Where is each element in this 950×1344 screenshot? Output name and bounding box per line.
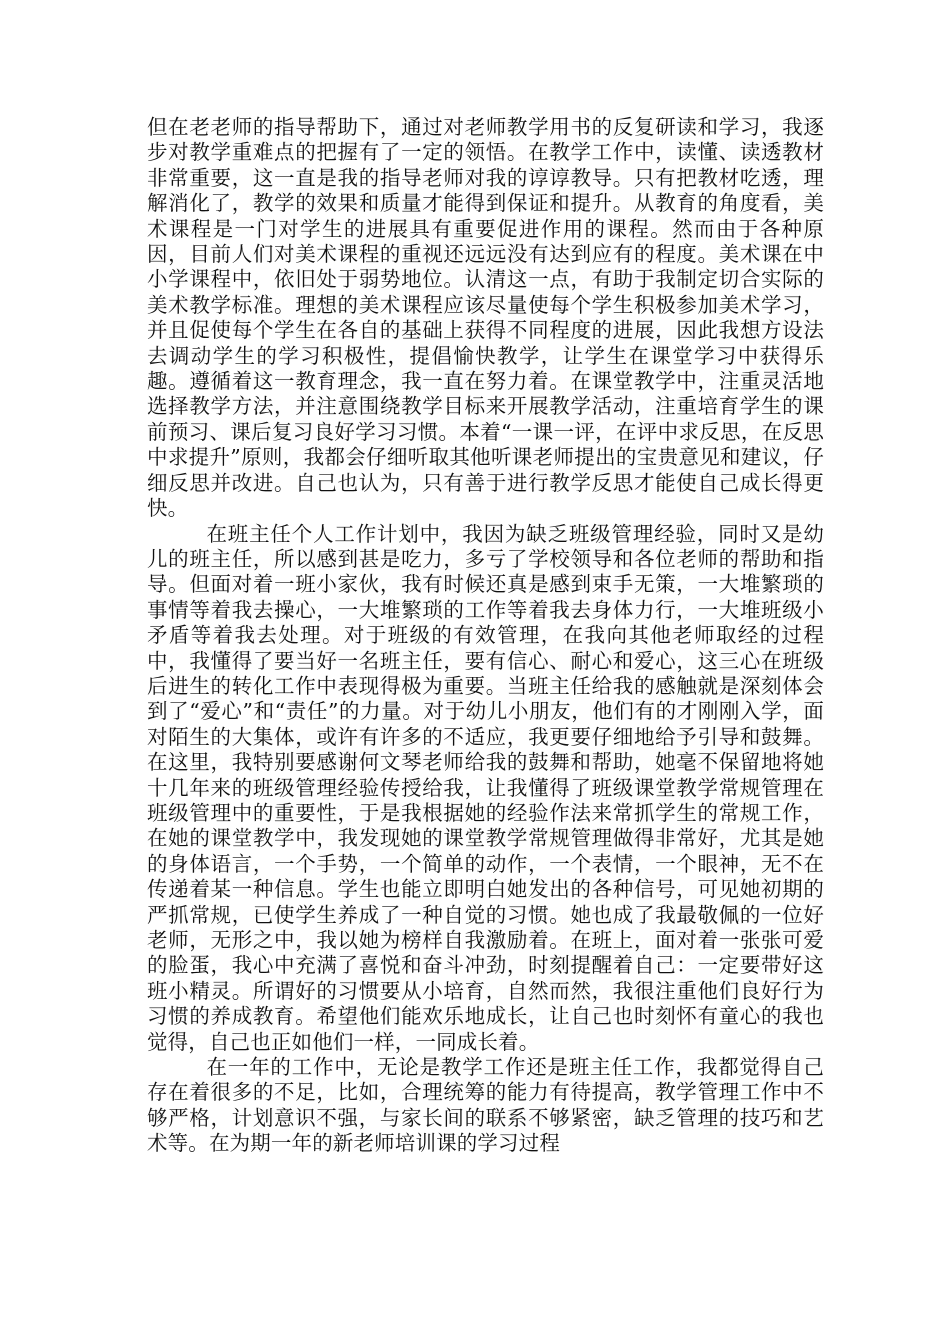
paragraph-teaching-reflection: 但在老老师的指导帮助下，通过对老师教学用书的反复研读和学习，我逐步对教学重难点的把握有了一定的领悟。在教学工作中，读懂、读透教材非常重要，这一直是我的指导老师对我的谆谆教导。只有把教材吃透，理解消化了，教学的效果和质量才能得到保证和提升。从教育的角度看，美术课程是一门对学生的进展具有重要促进作用的课程。然而由于各种原因，目前人们对美术课程的重视还远远没有达到应有的程度。美术课在中小学课程中，依旧处于弱势地位。认清这一点，有助于我制定切合实际的美术教学标准。理想的美术课程应该尽量使每个学生积极参加美术学习，并且促使每个学生在各自的基础上获得不同程度的进展，因此我想方设法去调动学生的学习积极性，提倡愉快教学，让学生在课堂学习中获得乐趣。遵循着这一教育理念，我一直在努力着。在课堂教学中，注重灵活地选择教学方法，并注意围绕教学目标来开展教学活动，注重培育学生的课前预习、课后复习良好学习习惯。本着“一课一评，在评中求反思，在反思中求提升”原则，我都会仔细听取其他听课老师提出的宝贵意见和建议，仔细反思并改进。自己也认为，只有善于进行教学反思才能使自己成长得更快。 [147,115,824,521]
paragraph-shortcomings: 在一年的工作中，无论是教学工作还是班主任工作，我都觉得自己存在着很多的不足，比如，合理统筹的能力有待提高，教学管理工作中不够严格，计划意识不强，与家长间的联系不够紧密，缺乏管理的技巧和艺术等。在为期一年的新老师培训课的学习过程 [147,1055,824,1156]
body-text [147,115,824,1157]
paragraph-class-teacher-work: 在班主任个人工作计划中，我因为缺乏班级管理经验，同时又是幼儿的班主任，所以感到甚是吃力，多亏了学校领导和各位老师的帮助和指导。但面对着一班小家伙，我有时候还真是感到束手无策，一大堆繁琐的事情等着我去操心，一大堆繁琐的工作等着我去身体力行，一大堆班级小矛盾等着我去处理。对于班级的有效管理，在我向其他老师取经的过程中，我懂得了要当好一名班主任，要有信心、耐心和爱心，这三心在班级后进生的转化工作中表现得极为重要。当班主任给我的感触就是深刻体会到了“爱心”和“责任”的力量。对于幼儿小朋友，他们有的才刚刚入学，面对陌生的大集体，或许有许多的不适应，我更要仔细地给予引导和鼓舞。在这里，我特别要感谢何文琴老师给我的鼓舞和帮助，她毫不保留地将她十几年来的班级管理经验传授给我，让我懂得了班级课堂教学常规管理在班级管理中的重要性，于是我根据她的经验作法来常抓学生的常规工作，在她的课堂教学中，我发现她的课堂教学常规管理做得非常好，尤其是她的身体语言，一个手势，一个简单的动作，一个表情，一个眼神，无不在传递着某一种信息。学生也能立即明白她发出的各种信号，可见她初期的严抓常规，已使学生养成了一种自觉的习惯。她也成了我最敬佩的一位好老师，无形之中，我以她为榜样自我激励着。在班上，面对着一张张可爱的脸蛋，我心中充满了喜悦和奋斗冲劲，时刻提醒着自己：一定要带好这班小精灵。所谓好的习惯要从小培育，自然而然，我很注重他们良好行为习惯的养成教育。希望他们能欢乐地成长，让自己也时刻怀有童心的我也觉得，自己也正如他们一样，一同成长着。 [147,521,824,1054]
